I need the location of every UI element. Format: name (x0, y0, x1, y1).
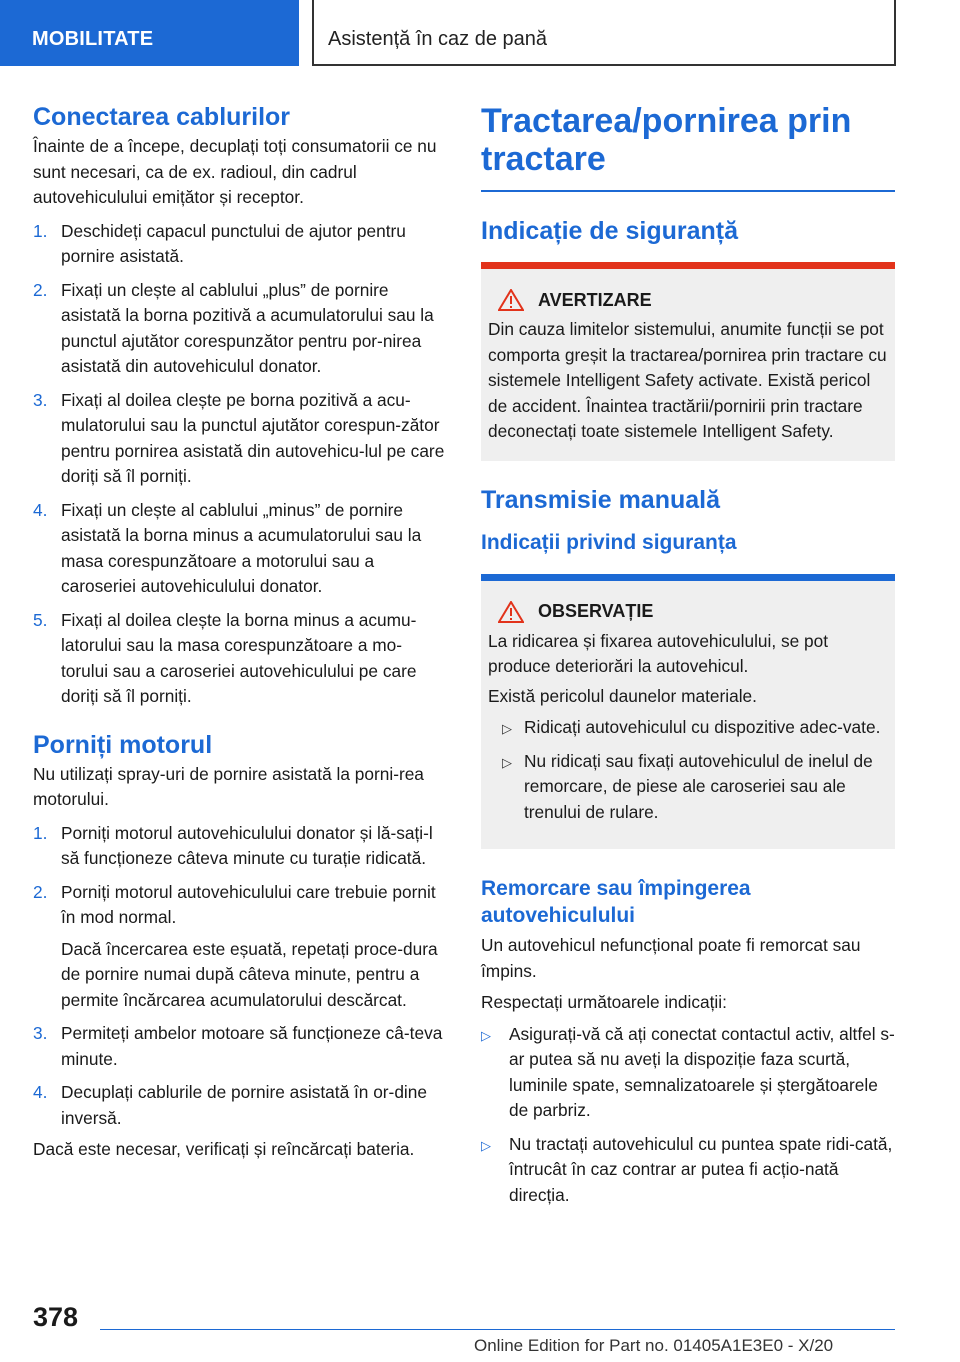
list-item: 2. Fixați un clește al cablului „plus” de pornire asistată la borna pozitivă a acumulatorului sau la punctul ajutător corespunzător pentru por‐nirea asistată din autovehiculul donator. (33, 279, 434, 376)
right-column (481, 102, 895, 1216)
list-item: ▷ Ridicați autovehiculul cu dispozitive adec‐vate. (488, 715, 888, 741)
triangle-bullet-icon: ▷ (481, 1137, 491, 1153)
list-item: 5. Fixați al doilea clește la borna minus a acumu‐latorului sau la masa corespunzătoare a mo‐torului sau a caroseriei autovehiculului pe care doriți să îl porniți. (33, 609, 417, 706)
steps-engine (33, 821, 448, 1132)
list-item: 3. Fixați al doilea clește pe borna pozitivă a acu‐mulatorului sau la punctul ajutător corespun‐zător pentru pornirea asistată din autovehicu‐lul pe care doriți să îl porniți. (33, 389, 445, 486)
heading-push: Remorcare sau împingerea autovehiculului (481, 877, 751, 927)
list-item: 3. Permiteți ambelor motoare să funcționeze câ‐teva minute. (33, 1023, 443, 1069)
list-item: ▷ Nu ridicați sau fixați autovehiculul de inelul de remorcare, de piese ale caroseriei sau ale trenului de rulare. (502, 750, 873, 822)
list-item: ▷ Nu tractați autovehiculul cu puntea spate ridi‐cată, întrucât în caz contrar ar putea fi acțio‐nată direcția. (481, 1133, 893, 1205)
heading-cables: Conectarea cablurilor (33, 103, 291, 131)
heading-rule (481, 190, 895, 192)
notice-text-2: Există pericolul daunelor materiale. (488, 685, 757, 706)
heading-engine: Porniți motorul (33, 730, 213, 759)
footer-rule (100, 1329, 895, 1330)
notice-box (481, 581, 895, 850)
list-item: 1. Deschideți capacul punctului de ajutor pentru pornire asistată. (33, 220, 406, 266)
left-column (33, 102, 448, 1163)
heading-safety: Indicație de siguranță (481, 217, 739, 245)
paragraph-push: Un autovehicul nefuncțional poate fi remorcat sau împins. (481, 935, 861, 981)
steps-cables (33, 219, 448, 710)
triangle-bullet-icon: ▷ (502, 721, 512, 736)
chapter-title: Asistență în caz de pană (312, 0, 896, 66)
warning-title: AVERTIZARE (498, 289, 888, 311)
list-item: 1. Porniți motorul autovehiculului donator și lă‐sați-l să funcționeze câteva minute cu turație ridicată. (33, 822, 433, 868)
notice-list (488, 715, 888, 825)
triangle-bullet-icon: ▷ (502, 754, 512, 770)
warning-bar (481, 262, 895, 269)
paragraph-cables: Înainte de a începe, decuplați toți consumatorii ce nu sunt necesari, ca de ex. radioul, din cadrul autovehiculului emițător și receptor. (33, 136, 437, 207)
heading-towing: Tractarea/pornirea prin tractare (481, 102, 852, 178)
heading-manual: Transmisie manuală (481, 485, 721, 514)
list-item: 4. Decuplați cablurile de pornire asistată în or‐dine inversă. (33, 1082, 427, 1128)
warning-icon (498, 601, 524, 623)
list-item: 4. Fixați un clește al cablului „minus” de pornire asistată la borna minus a acumulatorului sau la masa corespunzătoare a motorului sau a caroseriei autovehiculului donator. (33, 499, 422, 596)
triangle-bullet-icon: ▷ (481, 1027, 491, 1043)
step-note: Dacă încercarea este eșuată, repetați proce‐dura de pornire numai după câteva minute, pentru a permite încărcarea acumulatorului descărcat. (61, 938, 438, 1010)
list-item: 2. Porniți motorul autovehiculului care trebuie pornit în mod normal. Dacă încercarea este eșuată, repetați proce‐dura de pornire numai după câteva minute, pentru a permite încărcarea acumulatorului descărcat. (33, 880, 448, 1014)
warning-icon (498, 289, 524, 311)
warning-text: Din cauza limitelor sistemului, anumite funcții se pot comporta greșit la tractarea/pornirea prin tractare cu sistemele Intelligent Safety activate. Există pericol de accident. Înaintea tractării/pornirii prin tractare deconectați toate sistemele Intelligent Safety. (488, 319, 887, 441)
notice-title: OBSERVAȚIE (498, 601, 888, 623)
warning-box (481, 269, 895, 461)
paragraph-final: Dacă este necesar, verificați și reîncărcați bateria. (33, 1139, 415, 1159)
page-number: 378 (33, 1302, 79, 1332)
section-tab: MOBILITATE (0, 0, 299, 66)
heading-safety-notes: Indicații privind siguranța (481, 530, 737, 554)
notice-bar (481, 574, 895, 581)
footer-edition: Online Edition for Part no. 01405A1E3E0 - X/20 (474, 1336, 834, 1355)
page-header (0, 0, 960, 66)
notice-text: La ridicarea și fixarea autovehiculului, se pot produce deteriorări la autovehicul. (488, 630, 829, 676)
paragraph-push-2: Respectați următoarele indicații: (481, 992, 727, 1012)
push-list (481, 1022, 895, 1209)
list-item: ▷ Asigurați-vă că ați conectat contactul activ, altfel s-ar putea să nu aveți la dispoziție faza scurtă, luminile spate, semnalizatoarele și ștergătoarele de parbriz. (481, 1023, 895, 1120)
paragraph-engine: Nu utilizați spray-uri de pornire asistată la porni‐rea motorului. (33, 763, 424, 809)
